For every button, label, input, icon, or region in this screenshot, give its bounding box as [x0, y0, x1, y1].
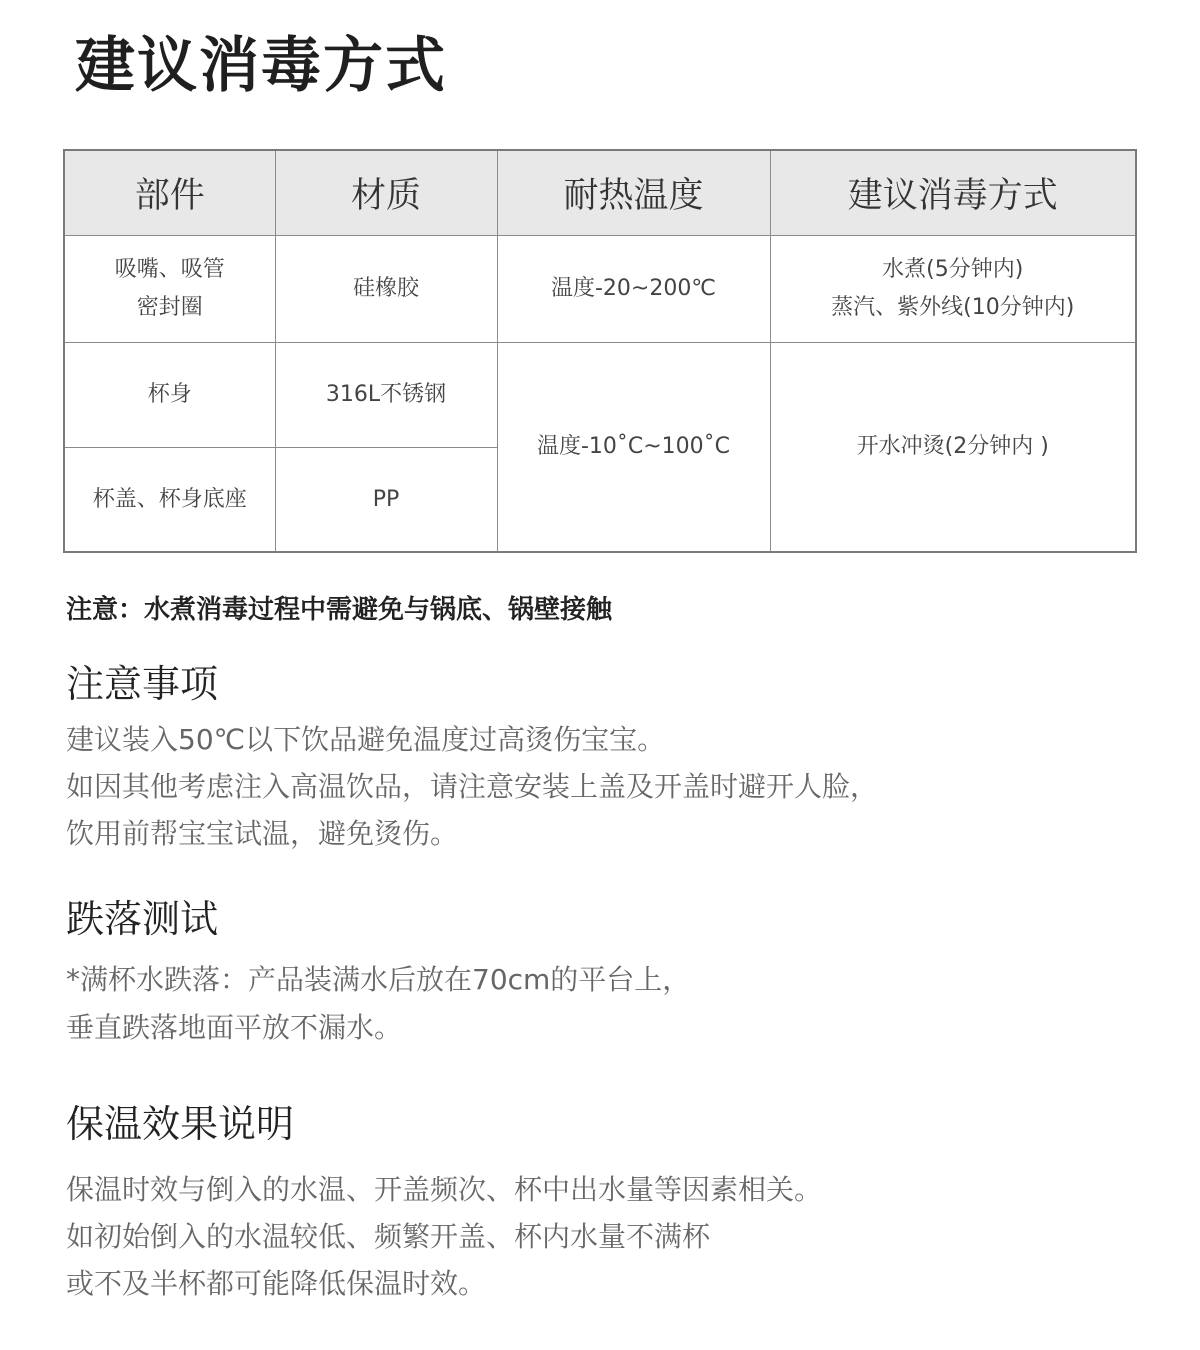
table-row — [64, 236, 1136, 343]
drop-test-text — [66, 956, 690, 1052]
precautions-line: 建议装入50℃以下饮品避免温度过高烫伤宝宝。 — [66, 723, 666, 756]
precautions-text — [66, 716, 878, 857]
cell-method — [770, 236, 1136, 343]
cell-material: 316L不锈钢 — [275, 343, 497, 448]
cell-method: 开水冲烫(2分钟内 ) — [770, 343, 1136, 553]
section-title-drop-test: 跌落测试 — [66, 897, 219, 941]
header-material: 材质 — [275, 150, 497, 236]
disinfection-table — [63, 149, 1137, 553]
table-row — [64, 343, 1136, 448]
header-part: 部件 — [64, 150, 275, 236]
boiling-note: 注意：水煮消毒过程中需避免与锅底、锅壁接触 — [66, 595, 613, 625]
section-title-precautions: 注意事项 — [66, 662, 219, 706]
precautions-line: 饮用前帮宝宝试温，避免烫伤。 — [66, 817, 459, 850]
cell-part-line: 密封圈 — [136, 295, 203, 320]
insulation-line: 或不及半杯都可能降低保温时效。 — [66, 1267, 487, 1300]
cell-part-line: 吸嘴、吸管 — [114, 257, 225, 282]
insulation-line: 保温时效与倒入的水温、开盖频次、杯中出水量等因素相关。 — [66, 1173, 823, 1206]
cell-heat: 温度-20~200℃ — [497, 236, 770, 343]
cell-part — [64, 236, 275, 343]
cell-part: 杯盖、杯身底座 — [64, 448, 275, 553]
drop-test-line: 垂直跌落地面平放不漏水。 — [66, 1011, 403, 1044]
header-disinfection-method: 建议消毒方式 — [770, 150, 1136, 236]
insulation-text — [66, 1166, 822, 1307]
table-header-row — [64, 150, 1136, 236]
header-heat-resistance: 耐热温度 — [497, 150, 770, 236]
insulation-line: 如初始倒入的水温较低、频繁开盖、杯内水量不满杯 — [66, 1220, 711, 1253]
cell-material: 硅橡胶 — [275, 236, 497, 343]
section-title-insulation: 保温效果说明 — [66, 1102, 295, 1146]
cell-method-line: 水煮(5分钟内) — [882, 257, 1024, 282]
cell-method-line: 蒸汽、紫外线(10分钟内) — [831, 295, 1075, 320]
page-title: 建议消毒方式 — [75, 31, 447, 101]
precautions-line: 如因其他考虑注入高温饮品，请注意安装上盖及开盖时避开人脸， — [66, 770, 879, 803]
drop-test-line: *满杯水跌落：产品装满水后放在70cm的平台上， — [66, 963, 691, 996]
cell-heat: 温度-10˚C~100˚C — [497, 343, 770, 553]
cell-material: PP — [275, 448, 497, 553]
cell-part: 杯身 — [64, 343, 275, 448]
